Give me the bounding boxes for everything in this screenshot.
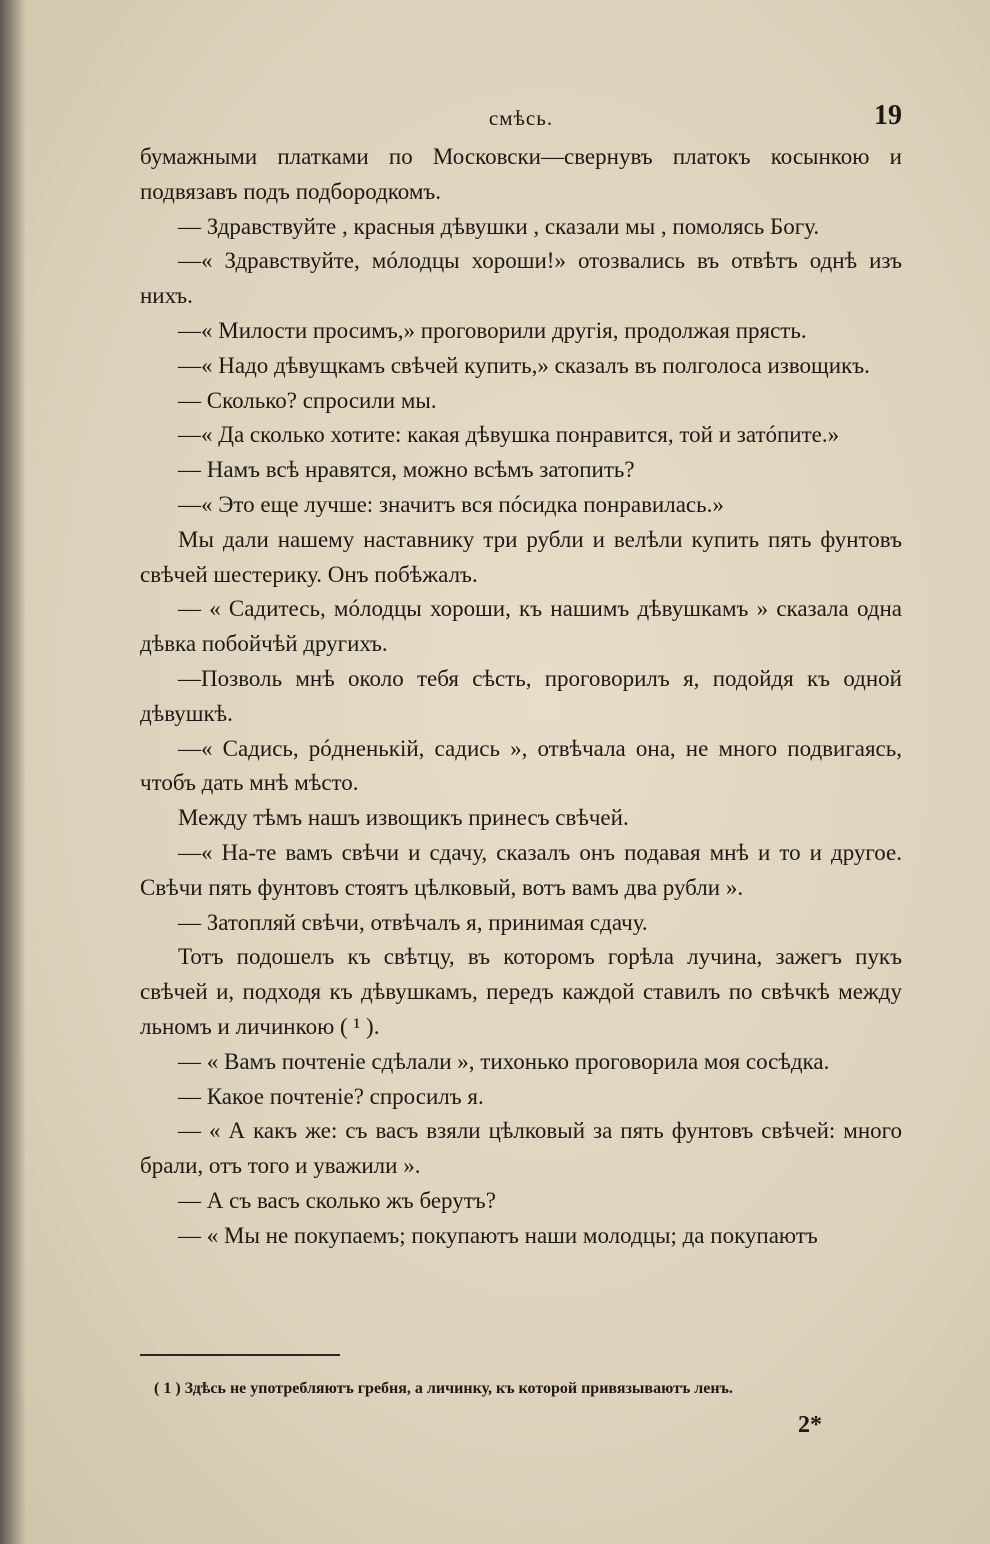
- paragraph: бумажными платками по Московски—свернувъ платокъ косынкою и подвязавъ подъ подбородкомъ.: [140, 144, 902, 204]
- paragraph: — « Вамъ почтеніе сдѣлали », тихонько проговорила моя сосѣдка.: [178, 1048, 830, 1074]
- paragraph: — Намъ всѣ нравятся, можно всѣмъ затопить?: [178, 457, 635, 483]
- paragraph: Мы дали нашему наставнику три рубли и велѣли купить пять фунтовъ свѣчей шестерику. Онъ побѣжалъ.: [140, 526, 902, 587]
- footnote: ( 1 ) Здѣсь не употребляютъ гребня, а личинку, къ которой привязываютъ ленъ.: [154, 1380, 733, 1397]
- paragraph: — Какое почтеніе? спросилъ я.: [178, 1083, 484, 1109]
- page-number: 19: [874, 100, 902, 131]
- paragraph: — « Садитесь, мóлодцы хороши, къ нашимъ дѣвушкамъ » сказала одна дѣвка побойчѣй другихъ.: [140, 596, 902, 657]
- paragraph: —« Здравствуйте, мóлодцы хороши!» отозвались въ отвѣтъ однѣ изъ нихъ.: [140, 248, 902, 309]
- book-binding-edge: [0, 0, 26, 1544]
- paragraph: — « Мы не покупаемъ; покупаютъ наши молодцы; да покупаютъ: [178, 1222, 818, 1248]
- paragraph: — Здравствуйте , красныя дѣвушки , сказали мы , помолясь Богу.: [178, 213, 820, 239]
- paragraph: —« На-те вамъ свѣчи и сдачу, сказалъ онъ подавая мнѣ и то и другое. Свѣчи пять фунтовъ стоятъ цѣлковый, вотъ вамъ два рубли ».: [140, 839, 902, 900]
- paragraph: —« Надо дѣвущкамъ свѣчей купить,» сказалъ въ полголоса извощикъ.: [178, 352, 870, 378]
- paragraph: — А съ васъ сколько жъ берутъ?: [178, 1187, 496, 1213]
- paragraph: — Сколько? спросили мы.: [178, 387, 437, 413]
- paragraph: —« Милости просимъ,» проговорили другія, продолжая прясть.: [178, 317, 807, 343]
- paragraph: —« Да сколько хотите: какая дѣвушка понравится, той и затóпите.»: [178, 422, 840, 448]
- footnote-divider: [140, 1354, 340, 1356]
- paragraph: —« Это еще лучше: значитъ вся пóсидка понравилась.»: [178, 491, 724, 517]
- page-header: [140, 100, 902, 140]
- body-text: [140, 140, 902, 1254]
- paragraph: —« Садись, рóдненькій, садись », отвѣчала она, не много подвигаясь, чтобъ дать мнѣ мѣсто.: [140, 735, 902, 796]
- paragraph: — Затопляй свѣчи, отвѣчалъ я, принимая сдачу.: [178, 909, 648, 935]
- paragraph: — « А какъ же: съ васъ взяли цѣлковый за пять фунтовъ свѣчей: много брали, отъ того и уважили ».: [140, 1118, 902, 1179]
- paragraph: —Позволь мнѣ около тебя сѣсть, проговорилъ я, подойдя къ одной дѣвушкѣ.: [140, 665, 902, 726]
- paragraph: Тотъ подошелъ къ свѣтцу, въ которомъ горѣла лучина, зажегъ пукъ свѣчей и, подходя къ дѣвушкамъ, передъ каждой ставилъ по свѣчкѣ между льномъ и личинкою ( ¹ ).: [140, 944, 902, 1039]
- paragraph: Между тѣмъ нашъ извощикъ принесъ свѣчей.: [178, 805, 629, 831]
- running-head: смѣсь.: [488, 106, 554, 130]
- signature-mark: 2*: [798, 1412, 822, 1438]
